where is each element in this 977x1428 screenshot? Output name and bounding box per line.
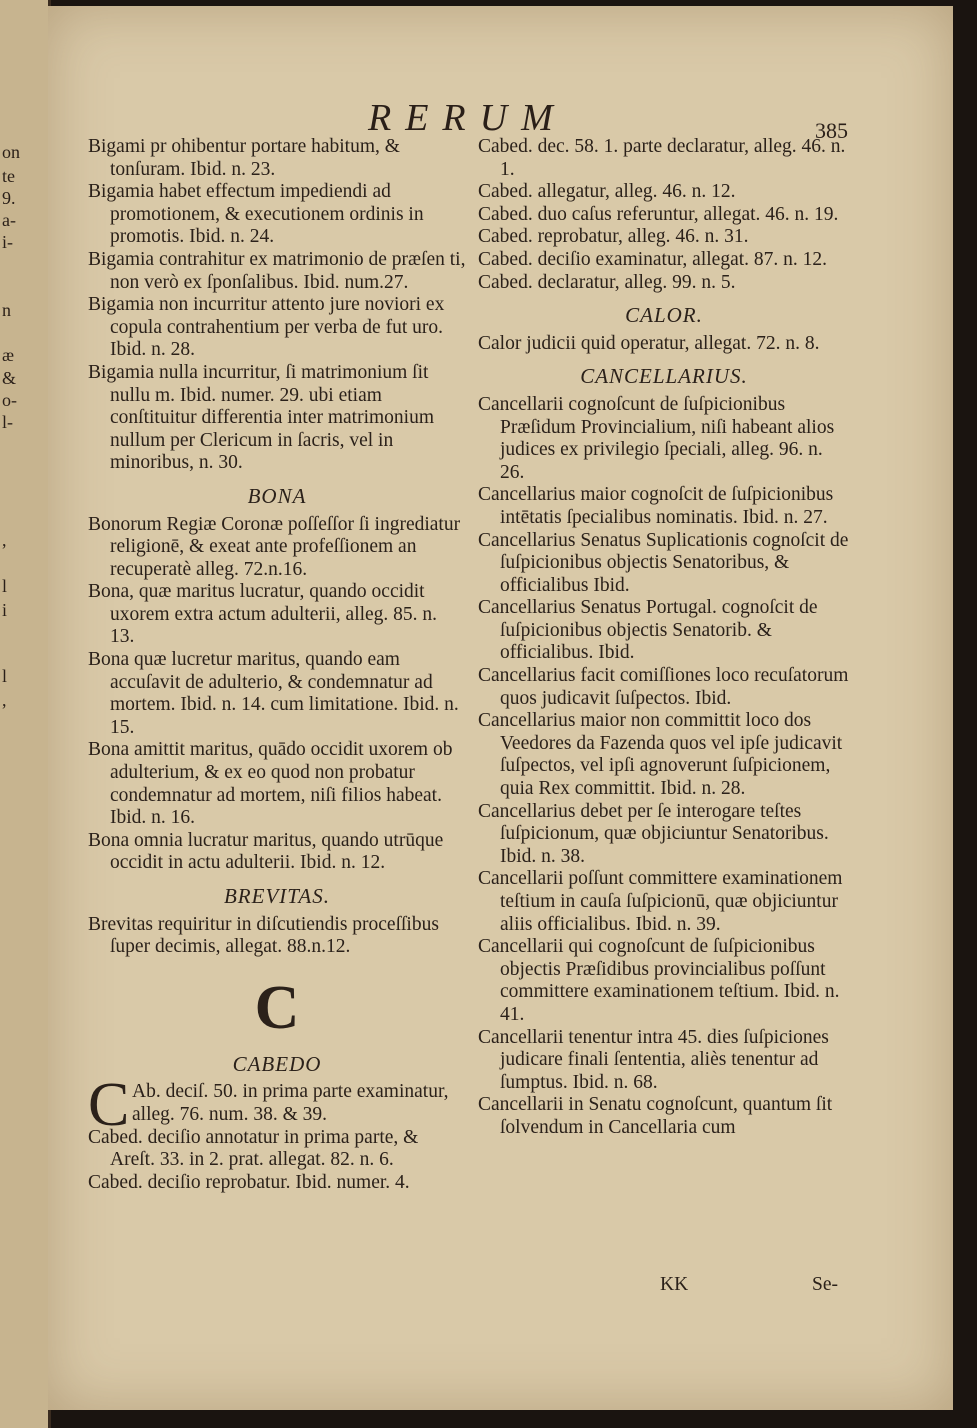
index-entry: Cabed. reprobatur, alleg. 46. n. 31. [478, 226, 749, 248]
index-entry: Cabed. allegatur, alleg. 46. n. 12. [478, 181, 736, 203]
index-entry: Cancellarii cognoſcunt de ſuſpicionibus Præſidum Provincialium, niſi habeant alios judices ex privilegio ſpeciali, alleg. 96. n. 26. [478, 393, 835, 483]
section-heading-brevitas: BREVITAS. [223, 884, 330, 908]
index-entry: Bona omnia lucratur maritus, quando utrūque occidit in actu adulterii. Ibid. n. 12. [88, 829, 444, 874]
margin-fragment: n [2, 300, 11, 320]
section-heading-calor: CALOR. [625, 303, 703, 328]
drop-cap: C [88, 1071, 130, 1140]
margin-fragment: l [2, 666, 8, 686]
index-entry: Cancellarii tenentur intra 45. dies ſuſpiciones judicare finali ſententia, aliès tenentur ad ſumptus. Ibid. n. 68. [478, 1026, 829, 1093]
margin-fragment: a- [2, 210, 16, 230]
right-column [478, 136, 850, 1140]
facing-page-edge [0, 0, 51, 1428]
margin-fragment: & [2, 368, 17, 388]
margin-fragment: l- [2, 412, 13, 432]
page-number: 385 [815, 118, 848, 143]
margin-fragment: o- [2, 390, 17, 410]
catchword: Se- [812, 1274, 838, 1295]
index-entry: Cancellarius maior cognoſcit de ſuſpicionibus intētatis ſpecialibus nominatis. Ibid. n. 27. [478, 484, 834, 528]
index-entry: Calor judicii quid operatur, allegat. 72. n. 8. [478, 332, 820, 354]
margin-fragment: æ [2, 345, 15, 365]
section-heading-cabedo: CABEDO [232, 1051, 322, 1076]
margin-fragment: l [2, 576, 8, 596]
index-entry: Cancellarius maior non committit loco dos Veedores da Fazenda quos vel ipſe judicavit ſuſpectos, vel ipſi agnoverunt ſuſpicionem, quia Rex committit. Ibid. n. 28. [478, 710, 843, 800]
dropcap-entry-text: Ab. deciſ. 50. in prima parte examinatur, alleg. 76. num. 38. & 39. [132, 1081, 449, 1125]
index-entry-dropcap [88, 1071, 466, 1140]
index-entry: Cabed. deciſio reprobatur. Ibid. numer. 4. [88, 1171, 410, 1193]
index-entry: Bona amittit maritus, quādo occidit uxorem ob adulterium, & ex eo quod non probatur condemnatur ad mortem, niſi filios habeat. Ibid. n. 16. [88, 739, 453, 829]
signature-mark: KK [660, 1274, 689, 1295]
index-entry: Cabed. duo caſus referuntur, allegat. 46. n. 19. [478, 203, 839, 225]
index-entry: Cabed. dec. 58. 1. parte declaratur, alleg. 46. n. 1. [478, 136, 846, 180]
running-header: RERUM [368, 97, 567, 139]
index-entry: Cabed. deciſio examinatur, allegat. 87. n. 12. [478, 248, 828, 270]
index-entry: Bigamia contrahitur ex matrimonio de præſen ti, non verò ex ſponſalibus. Ibid. num.27. [88, 248, 466, 293]
index-entry: Bigamia non incurritur attento jure noviori ex copula contrahentium per verba de fut uro. Ibid. n. 28. [88, 294, 445, 361]
margin-fragment: te [2, 166, 15, 186]
letter-section-marker: C [254, 973, 300, 1042]
margin-fragment: , [2, 530, 7, 550]
index-entry: Bigamia habet effectum impediendi ad promotionem, & executionem ordinis in promotis. Ibid. n. 24. [88, 181, 424, 248]
margin-fragment: i [2, 600, 8, 620]
index-entry: Cancellarius Senatus Portugal. cognoſcit de ſuſpicionibus objectis Senatorib. & officialibus. Ibid. [478, 597, 818, 664]
margin-fragment: on [2, 142, 20, 162]
index-entry: Cabed. deciſio annotatur in prima parte, & Areſt. 33. in 2. prat. allegat. 82. n. 6. [88, 1126, 419, 1171]
left-column [88, 136, 466, 1194]
index-entry: Brevitas requiritur in diſcutiendis proceſſibus ſuper decimis, allegat. 88.n.12. [88, 913, 439, 958]
index-entry: Bona quæ lucretur maritus, quando eam accuſavit de adulterio, & condemnatur ad mortem. Ibid. n. 14. cum limitatione. Ibid. n. 15. [88, 649, 459, 738]
margin-fragment: 9. [2, 188, 16, 208]
index-entry: Bona, quæ maritus lucratur, quando occidit uxorem extra actum adulterii, alleg. 85. n. 13. [88, 581, 438, 648]
section-heading-bona: BONA [247, 483, 307, 508]
index-entry: Cancellarii qui cognoſcunt de ſuſpicionibus objectis Præſidibus provincialibus poſſunt committere examinationem teſtium. Ibid. n. 41. [478, 936, 840, 1025]
margin-fragment: , [2, 690, 7, 710]
index-entry: Bigami pr ohibentur portare habitum, & tonſuram. Ibid. n. 23. [88, 136, 400, 180]
index-entry: Cancellarii in Senatu cognoſcunt, quantum ſit ſolvendum in Cancellaria cum [478, 1094, 833, 1138]
bigamia-entries [88, 136, 466, 475]
index-entry: Bigamia nulla incurritur, ſi matrimonium ſit nullu m. Ibid. numer. 29. ubi etiam conſtituitur differentia inter matrimonium nullum per Clericum in ſacris, vel in minoribus, n. 30. [88, 361, 435, 474]
margin-fragment: i- [2, 232, 13, 252]
index-entry: Bonorum Regiæ Coronæ poſſeſſor ſi ingrediatur religionē, & exeat ante profeſſionem an recuperatè alleg. 72.n.16. [88, 513, 461, 580]
index-entry: Cabed. declaratur, alleg. 99. n. 5. [478, 271, 736, 293]
index-entry: Cancellarius debet per ſe interogare teſtes ſuſpicionum, quæ objiciuntur Senatoribus. Ibid. n. 38. [478, 800, 829, 867]
index-entry: Cancellarii poſſunt committere examinationem teſtium in cauſa ſuſpicionū, quæ objiciuntur aliis officialibus. Ibid. n. 39. [478, 868, 843, 935]
section-heading-cancellarius: CANCELLARIUS. [580, 364, 748, 389]
index-entry: Cancellarius facit comiſſiones loco recuſatorum quos judicavit ſuſpectos. Ibid. [478, 665, 849, 709]
index-entry: Cancellarius Senatus Suplicationis cognoſcit de ſuſpicionibus objectis Senatoribus, & officialibus Ibid. [478, 529, 849, 596]
